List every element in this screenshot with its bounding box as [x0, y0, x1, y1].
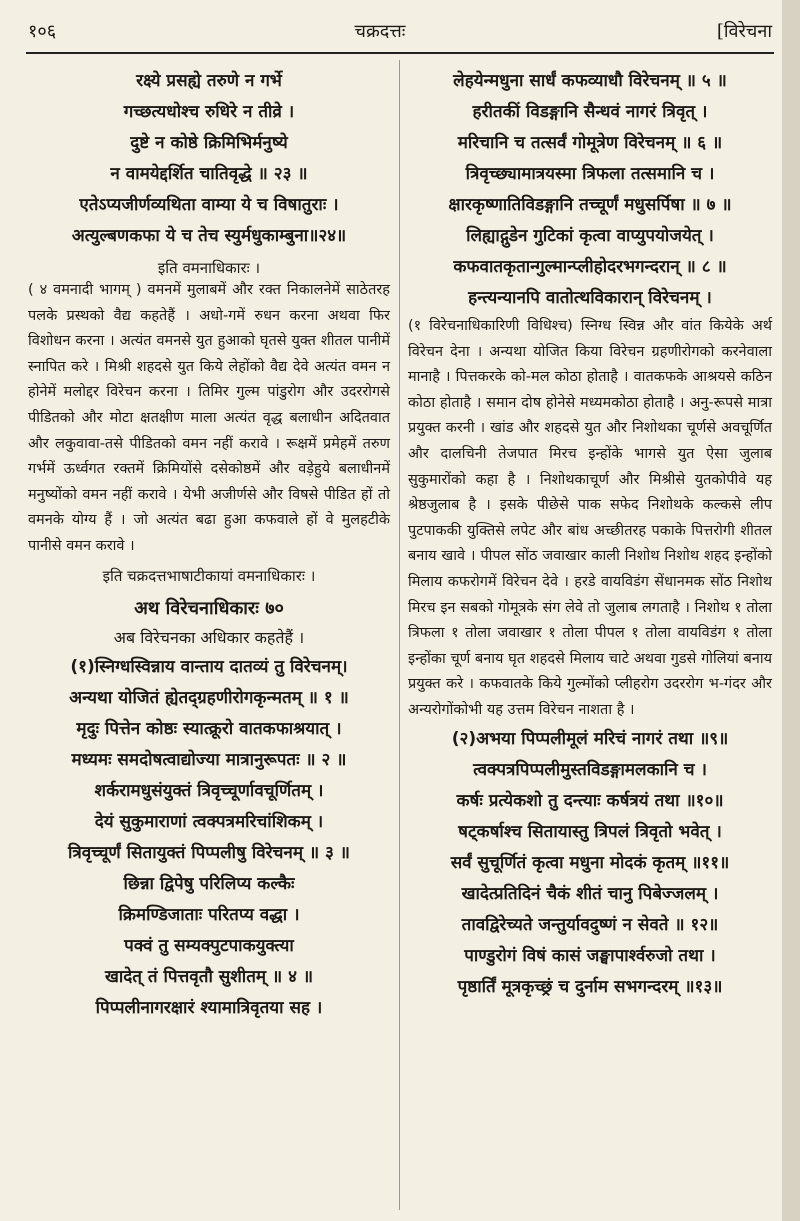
verse-line: देयं सुकुमाराणां त्वक्पत्रमरिचांशिकम् ।	[94, 811, 324, 832]
verse-line: पक्वं तु सम्यक्पुटपाकयुक्त्या	[124, 935, 294, 956]
right-column	[408, 66, 772, 1003]
verse-line: पिप्पलीनागरक्षारं श्यामात्रिवृतया सह ।	[95, 997, 323, 1018]
page-number: १०६	[28, 21, 57, 42]
verse-line: त्वक्पत्रपिप्पलीमुस्तविडङ्गामलकानि च ।	[473, 759, 707, 780]
running-title: चक्रदत्तः	[354, 21, 406, 42]
colophon-tika: इति चक्रदत्तभाषाटीकायां वमनाधिकारः ।	[102, 566, 316, 585]
verse-line: शर्करामधुसंयुक्तं त्रिवृच्चूर्णावचूर्णितम् ।	[94, 780, 324, 801]
verse-line: लिह्याद्गुडेन गुटिकां कृत्वा वाप्युपयोजयेत् ।	[466, 226, 714, 246]
verse-line: (२)अभया पिप्पलीमूलं मरिचं नागरं तथा ॥९॥	[451, 728, 729, 749]
verse-line: पृष्ठार्तिं मूत्रकृच्छ्रं च दुर्नाम सभगन्दरम् ॥१३॥	[457, 976, 723, 997]
verse-block-2	[28, 652, 390, 1024]
verse-line: दुष्टे न कोष्ठे क्रिमिभिर्मनुष्ये	[130, 133, 288, 153]
column-divider	[399, 60, 400, 1210]
verse-line: छिन्ना द्विपेषु परिलिप्य कल्कैः	[123, 873, 295, 894]
verse-line: कर्षः प्रत्येकशो तु दन्त्याः कर्षत्रयं तथा ॥१०॥	[456, 790, 724, 811]
verse-line: (१)स्निग्धस्विन्नाय वान्ताय दातव्यं तु विरेचनम्।	[70, 656, 348, 677]
verse-line: तावद्विरेच्यते जन्तुर्यावदुष्णं न सेवते ॥ १२॥	[461, 914, 719, 935]
verse-line: मृदुः पित्तेन कोष्ठः स्यात्क्रूरो वातकफाश्रयात् ।	[76, 718, 342, 739]
verse-line: मरिचानि च तत्सर्वं गोमूत्रेण विरेचनम् ॥ ६ ॥	[457, 133, 723, 153]
verse-line: हरीतकीं विडङ्गानि सैन्धवं नागरं त्रिवृत् ।	[472, 102, 708, 122]
verse-line: खादेत् तं पित्तवृतौ सुशीतम् ॥ ४ ॥	[104, 966, 314, 987]
verse-line: कफवातकृतान्गुल्मान्प्लीहोदरभगन्दरान् ॥ ८ ॥	[453, 257, 727, 277]
page-edge-shadow	[782, 0, 800, 1221]
commentary-vamana: ( ४ वमनादी भागम् ) वमनमें मुलाबमें और रक्त निकालनेमें साठेतरह पलके प्रस्थको वैद्य कहतेहैं । अधो-गमें रुधन करना अथवा फिर विशोधन करना । अत्यंत वमनसे युत हुआको घृतसे युक्त शीतल पानीमें स्नापित करे । मिश्री शहदसे युत किये लेहोंको वैद्य देवे अत्यंत वमन न होनेमें मलोद्दर विरेचन करना । तिमिर गुल्म पांडुरोग और उदररोगसे पीडितको और मोटा क्षतक्षीण माला अत्यंत वृद्ध बलाधीन अदितवात और लकुवावा-तसे पीडितको वमन नहीं करावे । रूक्षमें प्रमेहमें तरुण गर्भमें ऊर्ध्वगत रक्तमें क्रिमियोंसे दसेकोष्ठमें और वड़ेहुये बलाधीनमें मनुष्योंको वमन नहीं करावे । येभी अजीर्णसे और विषसे पीडित हों तो वमनके योग्य हैं । जो अत्यंत बढा हुआ कफवाले हों वे मुलहटीके पानीसे वमन करावे ।	[28, 282, 390, 554]
verse-line: पाण्डुरोगं विषं कासं जङ्घापार्श्वरुजो तथा ।	[464, 945, 716, 966]
left-column	[28, 66, 390, 1024]
chapter-intro: अब विरेचनका अधिकार कहतेहैं ।	[113, 627, 305, 647]
colophon-vamana: इति वमनाधिकारः ।	[157, 259, 261, 277]
verse-line: एतेऽप्यजीर्णव्यथिता वाम्या ये च विषातुराः ।	[79, 195, 339, 215]
verse-block-4	[408, 724, 772, 1003]
verse-line: त्रिवृच्चूर्णं सितायुक्तं पिप्पलीषु विरेचनम् ॥ ३ ॥	[67, 842, 350, 863]
verse-line: मध्यमः समदोषत्वाद्योज्या मात्रानुरूपतः ॥ २ ॥	[71, 749, 347, 770]
verse-line: क्षारकृष्णातिविडङ्गानि तच्चूर्णं मधुसर्पिषा ॥ ७ ॥	[448, 195, 732, 215]
verse-block-3	[408, 66, 772, 314]
verse-line: सर्वं सुचूर्णितं कृत्वा मधुना मोदकं कृतम् ॥११॥	[450, 852, 730, 873]
verse-line: रक्ष्ये प्रसह्ये तरुणे न गर्भे	[136, 71, 282, 91]
section-label: [विरेचना	[716, 21, 772, 42]
verse-line: लेहयेन्मधुना सार्धं कफव्याधौ विरेचनम् ॥ ५ ॥	[453, 71, 727, 91]
verse-line: अत्युल्बणकफा ये च तेच स्युर्मधुकाम्बुना॥२४॥	[71, 226, 347, 246]
verse-line: गच्छत्यधोश्च रुधिरे न तीव्रे ।	[123, 102, 295, 122]
verse-block-1	[28, 66, 390, 252]
verse-line: खादेत्प्रतिदिनं चैकं शीतं चानु पिबेज्जलम् ।	[461, 883, 719, 904]
verse-line: षट्कर्षाश्च सितायास्तु त्रिपलं त्रिवृतो भवेत् ।	[458, 821, 722, 842]
header-rule	[26, 52, 774, 54]
chapter-heading: अथ विरेचनाधिकारः ७०	[134, 597, 284, 619]
commentary-virechana: (१ विरेचनाधिकारिणी विधिश्च) स्निग्ध स्विन्न और वांत कियेके अर्थ विरेचन देना । अन्यथा योजित किया विरेचन ग्रहणीरोगको करनेवाला मानाहै । पित्तकरके को-मल कोठा होताहै । वातकफके आश्रयसे कठिन कोठा होताहै । समान दोष होनेसे मध्यमकोठा होताहै । अनु-रूपसे मात्रा प्रयुक्त करनी । खांड और शहदसे युत और निशोथका चूर्णसे अवचूर्णित और दालचिनी तेजपात मिरच इन्होंके भागसे युत ऐसा जुलाब सुकुमारोंको कहा है । निशोथकाचूर्ण और मिश्रीसे युतकोपीवे यह श्रेष्ठजुलाब है । इसके पीछेसे पाक सफेद निशोथके कल्कसे लीप पुटपाककी युक्तिसे लपेट और बांध अच्छीतरह पकाके पित्तरोगी शीतल बनाय खावे । पीपल सोंठ जवाखार काली निशोथ निशोथ शहद इन्होंको मिलाय कफरोगमें विरेचन देवे । हरडे वायविडंग सेंधानमक सोंठ निशोथ मिरच इन सबको गोमूत्रके संग लेवे तो जुलाब लगताहै । निशोथ १ तोला त्रिफला १ तोला जवाखार १ तोला पीपल १ तोला वायविडंग १ तोला इन्होंका चूर्ण बनाय घृत शहदसे मिलाय चाटे अथवा गुडसे गोलियां बनाय प्रयुक्त करे । कफवातके किये गुल्मोंको प्लीहरोग उदररोग भ-गंदर और अन्यरोगोंकोभी यह उत्तम विरेचन नाशता है ।	[408, 318, 772, 718]
verse-line: अन्यथा योजितं ह्येतद्ग्रहणीरोगकृन्मतम् ॥ १ ॥	[69, 687, 349, 708]
verse-line: न वामयेद्दर्शित चातिवृद्धे ॥ २३ ॥	[110, 164, 308, 184]
verse-line: क्रिमण्डिजाताः परितप्य वद्धा ।	[118, 904, 300, 925]
page-header	[28, 14, 772, 48]
verse-line: हन्त्यन्यानपि वातोत्थविकारान् विरेचनम् ।	[468, 288, 712, 308]
verse-line: त्रिवृच्छ्यामात्रयस्मा त्रिफला तत्समानि च ।	[465, 164, 715, 184]
